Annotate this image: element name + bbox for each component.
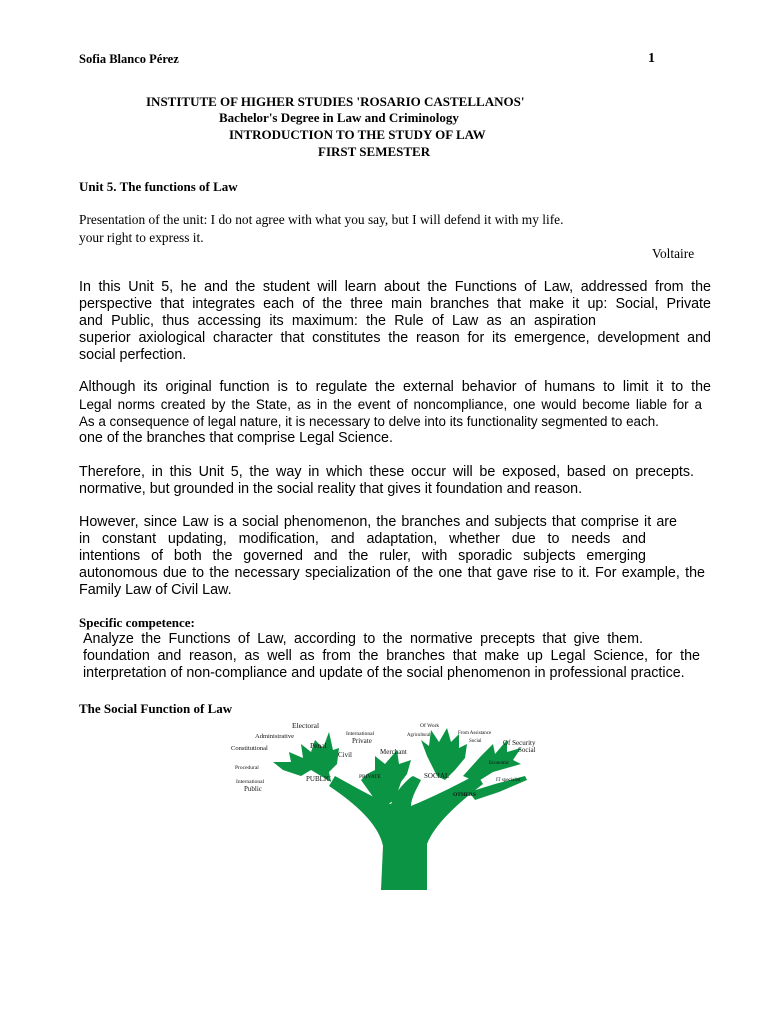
- presentation-line-1: Presentation of the unit: I do not agree with what you say, but I will defend it with my life.: [79, 212, 564, 227]
- branch-label-social: SOCIAL: [424, 772, 450, 780]
- paragraph-line: and Public, thus accessing its maximum: the Rule of Law as an aspiration: [79, 313, 596, 329]
- course-name: INTRODUCTION TO THE STUDY OF LAW: [229, 127, 486, 142]
- paragraph-line: However, since Law is a social phenomenon, the branches and subjects that comprise it are: [79, 514, 677, 530]
- label-social-security: Social: [518, 746, 536, 754]
- paragraph-1: [79, 279, 711, 364]
- paragraph-line: social perfection.: [79, 347, 187, 363]
- unit-heading: Unit 5. The functions of Law: [79, 179, 238, 194]
- label-international-private: International: [346, 731, 375, 737]
- label-it-specialist: IT specialist: [496, 778, 521, 783]
- paragraph-line: in constant updating, modification, and adaptation, whether due to needs and: [79, 531, 646, 547]
- tree-graphic: [231, 718, 549, 890]
- branch-label-public: PUBLIC: [306, 775, 331, 783]
- degree-name: Bachelor's Degree in Law and Criminology: [219, 110, 459, 125]
- paragraph-line: Legal norms created by the State, as in the event of noncompliance, one would become liable for a: [79, 397, 702, 412]
- institute-name: INSTITUTE OF HIGHER STUDIES 'ROSARIO CASTELLANOS': [146, 94, 525, 109]
- paragraph-line: In this Unit 5, he and the student will learn about the Functions of Law, addressed from the: [79, 279, 711, 295]
- competence-heading: Specific competence:: [79, 615, 195, 630]
- label-administrative: Administrative: [255, 733, 294, 740]
- paragraph-2: [79, 379, 711, 447]
- label-constitutional: Constitutional: [231, 745, 268, 752]
- semester-label: FIRST SEMESTER: [318, 144, 431, 159]
- paragraph-line: perspective that integrates each of the three main branches that make it up: Social, Private: [79, 296, 711, 312]
- paragraph-line: Family Law of Civil Law.: [79, 582, 232, 598]
- label-procedural: Procedural: [235, 765, 259, 771]
- unit-presentation: [79, 211, 699, 247]
- label-private-leaf: Private: [352, 737, 372, 745]
- author-name: Sofia Blanco Pérez: [79, 52, 179, 66]
- label-merchant: Merchant: [380, 748, 407, 756]
- label-of-security: Of Security: [503, 739, 536, 747]
- competence-line: Analyze the Functions of Law, according to the normative precepts that give them.: [83, 631, 643, 647]
- social-function-heading: The Social Function of Law: [79, 701, 233, 716]
- label-of-work: Of Work: [420, 723, 440, 729]
- paragraph-4: [79, 514, 711, 599]
- label-penal: Penal: [310, 741, 327, 750]
- competence-text: [83, 631, 700, 682]
- competence-line: interpretation of non-compliance and update of the social phenomenon in professional practice.: [83, 665, 685, 681]
- label-international-public: International: [236, 779, 265, 785]
- paragraph-line: Therefore, in this Unit 5, the way in which these occur will be exposed, based on precepts.: [79, 464, 694, 480]
- label-social-assistance: Social: [469, 739, 482, 744]
- law-branches-tree-diagram: [231, 718, 549, 890]
- label-civil: Civil: [338, 751, 353, 759]
- label-public-leaf: Public: [244, 785, 262, 793]
- branch-label-private: PRIVATE: [359, 774, 381, 780]
- label-agricultural: Agricultural: [407, 733, 431, 738]
- presentation-line-2: your right to express it.: [79, 230, 204, 245]
- paragraph-line: intentions of both the governed and the ruler, with sporadic subjects emerging: [79, 548, 646, 564]
- quote-attribution: Voltaire: [652, 246, 695, 261]
- label-electoral: Electoral: [292, 721, 320, 730]
- paragraph-3: [79, 464, 711, 498]
- page-number: 1: [648, 51, 655, 66]
- label-economic: Economic: [489, 761, 510, 766]
- paragraph-line: Although its original function is to regulate the external behavior of humans to limit it to the: [79, 379, 711, 395]
- paragraph-line: one of the branches that comprise Legal Science.: [79, 430, 393, 446]
- label-from-assistance: From Assistance: [458, 731, 492, 736]
- paragraph-line: As a consequence of legal nature, it is necessary to delve into its functionality segmented to each.: [79, 414, 659, 429]
- branch-label-others: OTHERS: [453, 792, 476, 798]
- paragraph-line: autonomous due to the necessary specialization of the one that gave rise to it. For example, the: [79, 565, 705, 581]
- paragraph-line: superior axiological character that constitutes the reason for its emergence, development and: [79, 330, 711, 346]
- competence-line: foundation and reason, as well as from the branches that make up Legal Science, for the: [83, 648, 700, 664]
- paragraph-line: normative, but grounded in the social reality that gives it foundation and reason.: [79, 481, 583, 497]
